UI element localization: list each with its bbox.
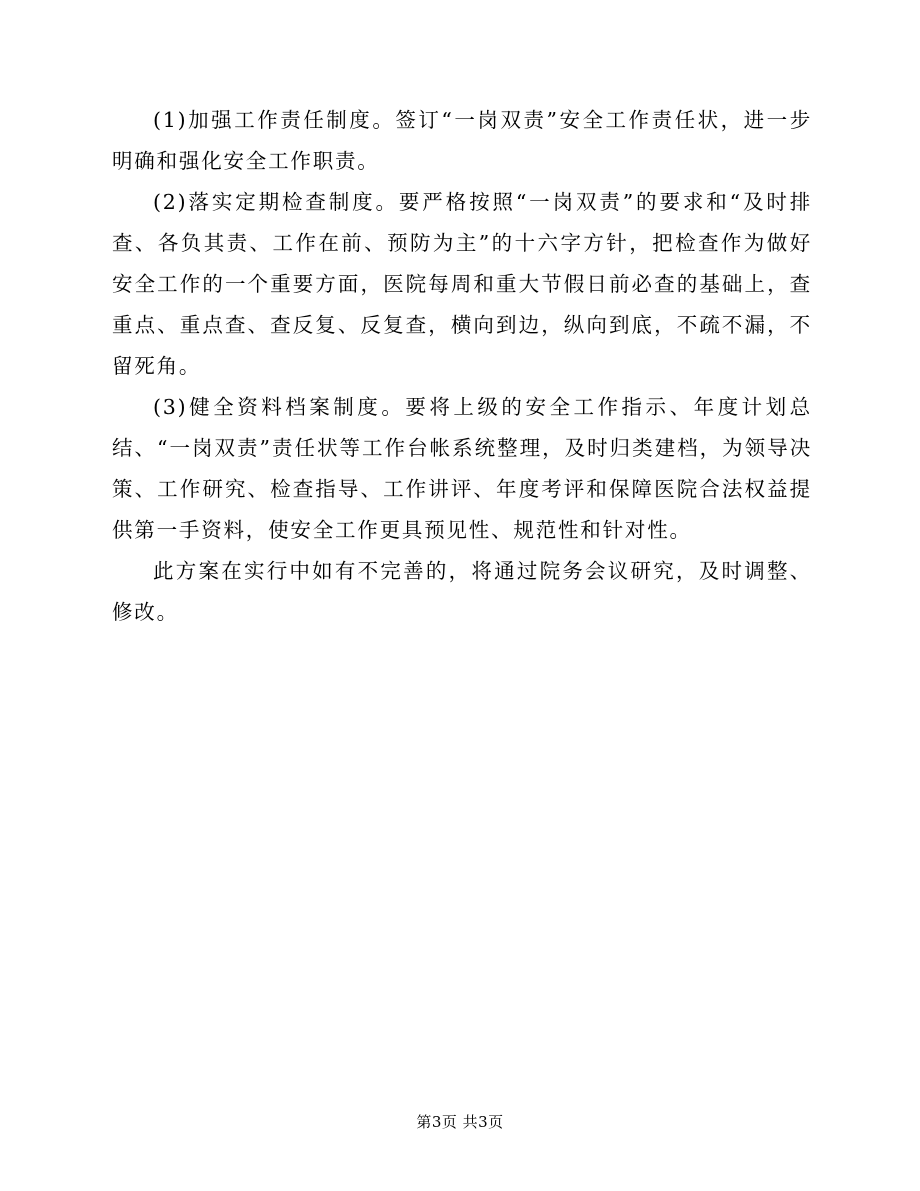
paragraph-work-responsibility: (1)加强工作责任制度。签订“一岗双责”安全工作责任状，进一步明确和强化安全工作职责。 [112,108,812,173]
document-body [112,100,812,633]
paragraph-regular-inspection: (2)落实定期检查制度。要严格按照“一岗双责”的要求和“及时排查、各负其责、工作在前、预防为主”的十六字方针，把检查作为做好安全工作的一个重要方面，医院每周和重大节假日前必查的基础上，查重点、重点查、查反复、反复查，横向到边，纵向到底，不疏不漏，不留死角。 [112,190,812,378]
paragraph-archive-system: (3)健全资料档案制度。要将上级的安全工作指示、年度计划总结、“一岗双责”责任状等工作台帐系统整理，及时归类建档，为领导决策、工作研究、检查指导、工作讲评、年度考评和保障医院合法权益提供第一手资料，使安全工作更具预见性、规范性和针对性。 [112,395,812,542]
page-number-footer: 第3页 共3页 [416,1113,504,1131]
paragraph-closing-note: 此方案在实行中如有不完善的，将通过院务会议研究，及时调整、修改。 [112,559,812,624]
